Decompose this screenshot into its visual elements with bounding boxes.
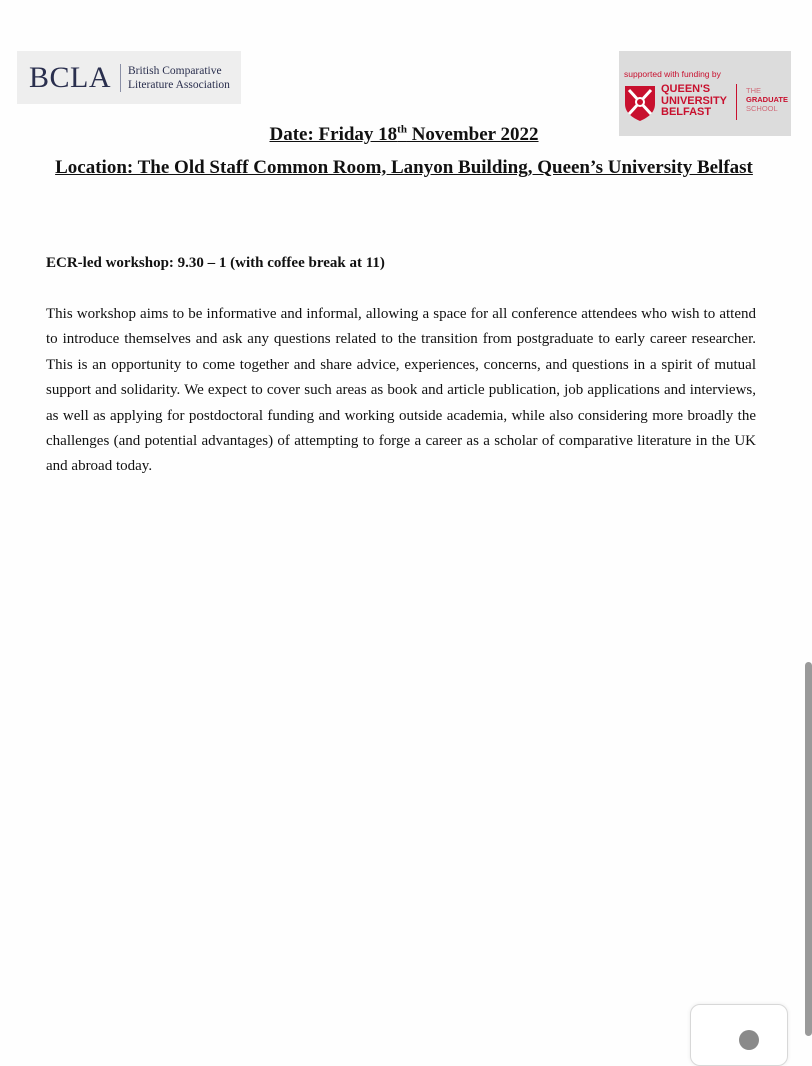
qub-name-line-3: BELFAST xyxy=(661,106,712,118)
workshop-heading: ECR-led workshop: 9.30 – 1 (with coffee break at 11) xyxy=(46,255,385,271)
event-date-rest: November 2022 xyxy=(406,124,539,145)
bcla-logo xyxy=(17,51,241,104)
bcla-logo-mark: BCLA xyxy=(29,60,112,94)
workshop-description: This workshop aims to be informative and informal, allowing a space for all conference attendees who wish to attend to introduce themselves and ask any questions related to the transition from postgraduate to early career researcher. This is an opportunity to come together and share advice, experiences, concerns, and questions in a spirit of mutual support and solidarity. We expect to cover such areas as book and article publication, job applications and interviews, as well as applying for postdoctoral funding and working outside academia, while also considering more broadly the challenges (and potential advantages) of attempting to forge a career as a scholar of comparative literature in the UK and abroad today. xyxy=(46,306,756,475)
qub-supported-text: supported with funding by xyxy=(624,69,721,79)
floating-action-card[interactable] xyxy=(690,1004,788,1066)
bcla-logo-text xyxy=(128,64,230,92)
qub-graduate-school xyxy=(746,86,788,113)
vertical-scrollbar[interactable] xyxy=(805,662,812,1036)
qub-shield-icon xyxy=(623,84,657,122)
event-date-prefix: Date: Friday 18 xyxy=(269,124,398,145)
event-date-ordinal: th xyxy=(397,123,407,136)
action-icon[interactable] xyxy=(739,1030,759,1050)
qub-grad-line-2: GRADUATE xyxy=(746,95,788,104)
qub-grad-line-3: SCHOOL xyxy=(746,104,778,113)
bcla-logo-line-1: British Comparative xyxy=(128,64,222,77)
qub-logo-divider xyxy=(736,84,737,120)
qub-grad-line-1: THE xyxy=(746,86,761,95)
qub-name-line-1: QUEEN'S xyxy=(661,83,711,95)
event-location: Location: The Old Staff Common Room, Lanyon Building, Queen’s University Belfast xyxy=(55,157,753,178)
qub-university-name xyxy=(661,84,727,119)
bcla-logo-divider xyxy=(120,64,121,92)
qub-name-line-2: UNIVERSITY xyxy=(661,94,728,107)
bcla-logo-line-2: Literature Association xyxy=(128,78,230,91)
event-date xyxy=(0,124,808,146)
